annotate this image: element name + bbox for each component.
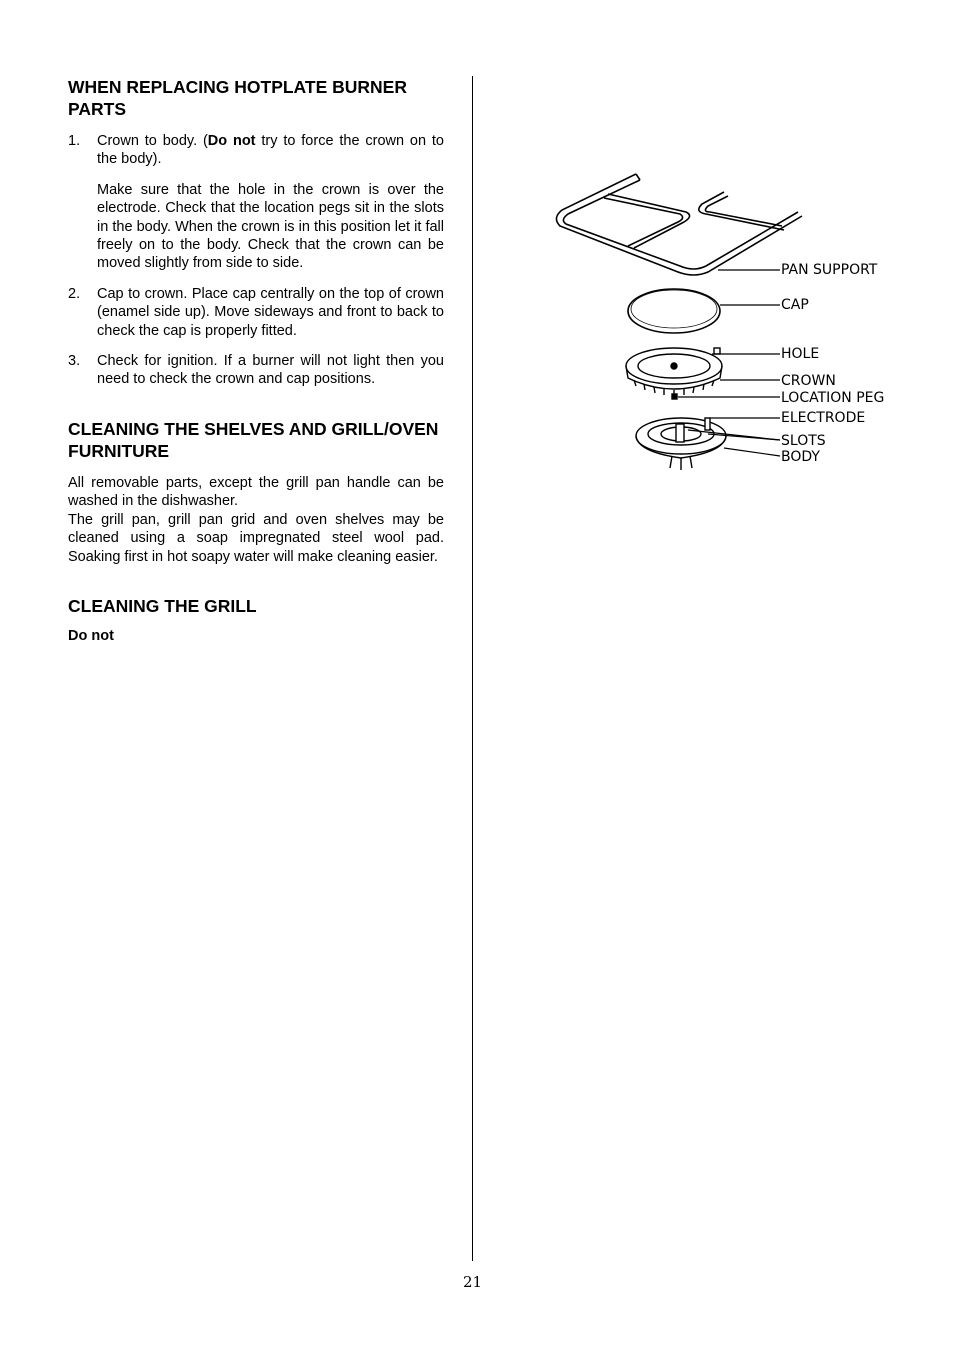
instruction-list [68, 132, 444, 389]
list-item [68, 132, 444, 169]
section-cleaning-grill [68, 595, 444, 644]
item-number: 3. [68, 353, 81, 370]
label-cap: CAP [781, 297, 809, 313]
paragraph: The grill pan, grill pan grid and oven shelves may be cleaned using a soap impregnated steel wool pad. Soaking first in hot soapy water will make cleaning easier. [68, 511, 444, 565]
crown-drawing [626, 348, 722, 399]
heading-cleaning-shelves: CLEANING THE SHELVES AND GRILL/OVEN FURNITURE [68, 418, 439, 461]
label-hole: HOLE [781, 346, 820, 362]
paragraph: All removable parts, except the grill pan handle can be washed in the dishwasher. [68, 474, 444, 510]
label-pan-support: PAN SUPPORT [781, 262, 878, 278]
section-cleaning-shelves [68, 418, 444, 566]
burner-parts-diagram [548, 168, 908, 478]
label-crown: CROWN [781, 373, 836, 389]
cap-drawing [628, 289, 720, 333]
label-electrode: ELECTRODE [781, 410, 866, 426]
page-number: 21 [463, 1273, 483, 1291]
item-1-detail: Make sure that the hole in the crown is over the electrode. Check that the location pegs sit in the slots in the body. When the crown is in this position let it fall freely on to the body. Check that the crown can be moved slightly from side to side. [97, 181, 444, 272]
left-column [68, 76, 444, 644]
label-slots: SLOTS [781, 433, 826, 449]
item-number: 2. [68, 285, 81, 302]
do-not-label: Do not [68, 627, 114, 644]
pan-support-drawing [556, 174, 802, 275]
list-item [68, 285, 444, 340]
label-location-peg: LOCATION PEG [781, 390, 885, 406]
label-body: BODY [781, 449, 820, 465]
item-text: Check for ignition. If a burner will not light then you need to check the crown and cap positions. [97, 353, 444, 388]
item-text: Crown to body. (Do not try to force the crown on to the body). [97, 133, 444, 168]
column-divider [472, 76, 473, 1261]
item-text: Cap to crown. Place cap centrally on the top of crown (enamel side up). Move sideways and front to back to check the cap is properly fitted. [97, 285, 444, 339]
body-drawing [636, 418, 726, 470]
item-number: 1. [68, 133, 81, 149]
heading-cleaning-grill: CLEANING THE GRILL [68, 595, 257, 616]
burner-exploded-svg [548, 168, 908, 478]
list-item [68, 352, 444, 389]
heading-replacing-burner-parts: WHEN REPLACING HOTPLATE BURNER PARTS [68, 77, 407, 119]
